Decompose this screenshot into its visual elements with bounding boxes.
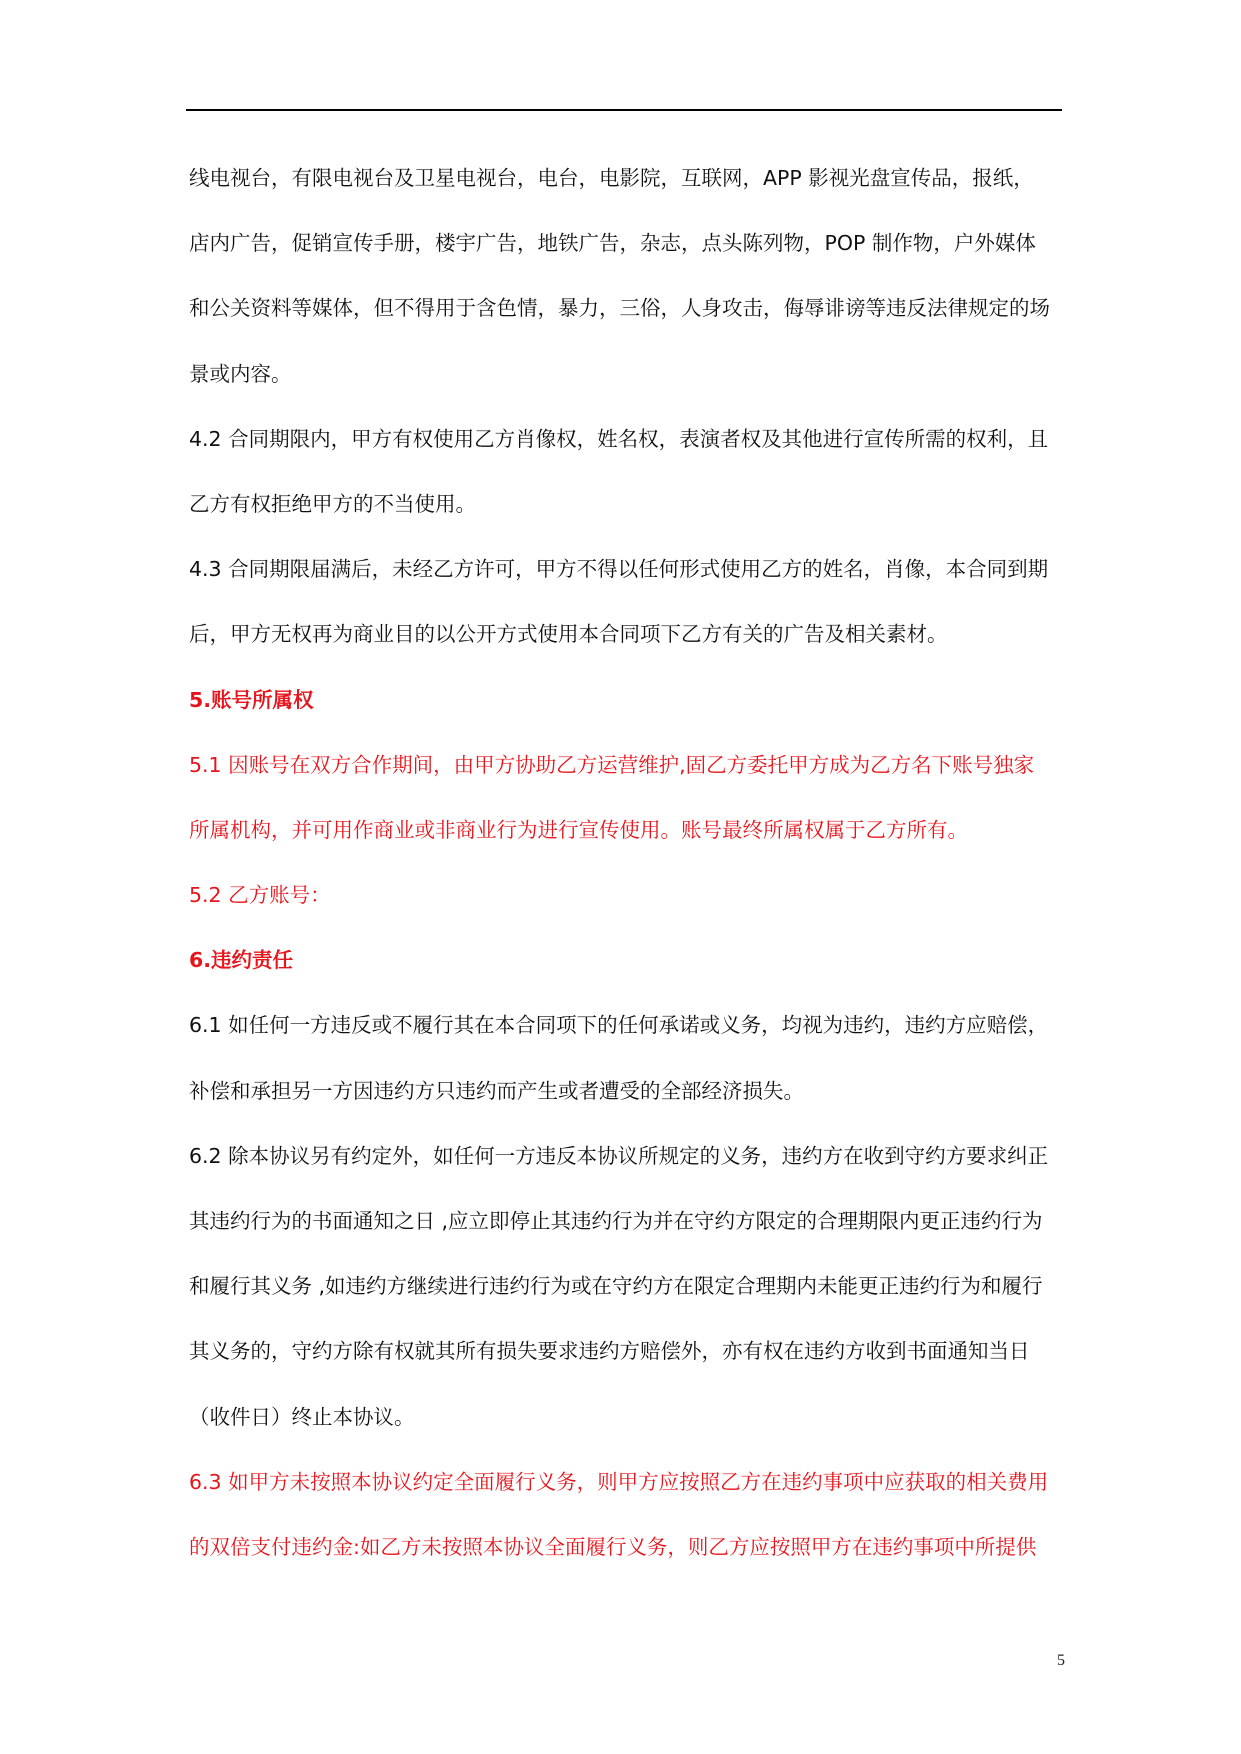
- section-heading-account-ownership: 5.账号所属权: [189, 687, 314, 712]
- header-rule: [186, 109, 1062, 111]
- body-line: 后，甲方无权再为商业目的以公开方式使用本合同项下乙方有关的广告及相关素材。: [189, 622, 948, 647]
- clause-5-1: 5.1 因账号在双方合作期间，由甲方协助乙方运营维护,固乙方委托甲方成为乙方名下账号独家: [189, 752, 1035, 777]
- body-line: 和履行其义务 ,如违约方继续进行违约行为或在守约方在限定合理期内未能更正违约行为和履行: [189, 1274, 1043, 1299]
- clause-6-2: 6.2 除本协议另有约定外，如任何一方违反本协议所规定的义务，违约方在收到守约方要求纠正: [189, 1143, 1049, 1168]
- clause-5-2: 5.2 乙方账号：: [189, 883, 331, 908]
- clause-4-3: 4.3 合同期限届满后，未经乙方许可，甲方不得以任何形式使用乙方的姓名，肖像，本合同到期: [189, 557, 1049, 582]
- body-line: 景或内容。: [189, 361, 292, 386]
- body-line: 和公关资料等媒体，但不得用于含色情，暴力，三俗，人身攻击，侮辱诽谤等违反法律规定的场: [189, 296, 1050, 321]
- section-heading-breach-liability: 6.违约责任: [189, 948, 294, 973]
- body-line: 线电视台，有限电视台及卫星电视台，电台，电影院，互联网，APP 影视光盘宣传品，报纸，: [189, 166, 1034, 190]
- document-body: [189, 166, 1065, 1600]
- body-line: （收件日）终止本协议。: [189, 1404, 415, 1429]
- body-line: 其义务的，守约方除有权就其所有损失要求违约方赔偿外，亦有权在违约方收到书面通知当日: [189, 1339, 1030, 1364]
- clause-4-2: 4.2 合同期限内，甲方有权使用乙方肖像权，姓名权，表演者权及其他进行宣传所需的权利，且: [189, 426, 1049, 451]
- body-line: 补偿和承担另一方因违约方只违约而产生或者遭受的全部经济损失。: [189, 1078, 804, 1103]
- body-line: 的双倍支付违约金:如乙方未按照本协议全面履行义务，则乙方应按照甲方在违约事项中所提供: [189, 1534, 1037, 1559]
- clause-6-3: 6.3 如甲方未按照本协议约定全面履行义务，则甲方应按照乙方在违约事项中应获取的相关费用: [189, 1469, 1049, 1494]
- body-line: 乙方有权拒绝甲方的不当使用。: [189, 491, 476, 516]
- clause-6-1: 6.1 如任何一方违反或不履行其在本合同项下的任何承诺或义务，均视为违约，违约方应赔偿，: [189, 1013, 1049, 1038]
- body-line: 所属机构，并可用作商业或非商业行为进行宣传使用。账号最终所属权属于乙方所有。: [189, 817, 968, 842]
- body-line: 店内广告，促销宣传手册，楼宇广告，地铁广告，杂志，点头陈列物，POP 制作物，户外媒体: [189, 231, 1036, 256]
- body-line: 其违约行为的书面通知之日 ,应立即停止其违约行为并在守约方限定的合理期限内更正违约行为: [189, 1209, 1043, 1233]
- page-number: 5: [1057, 1652, 1065, 1669]
